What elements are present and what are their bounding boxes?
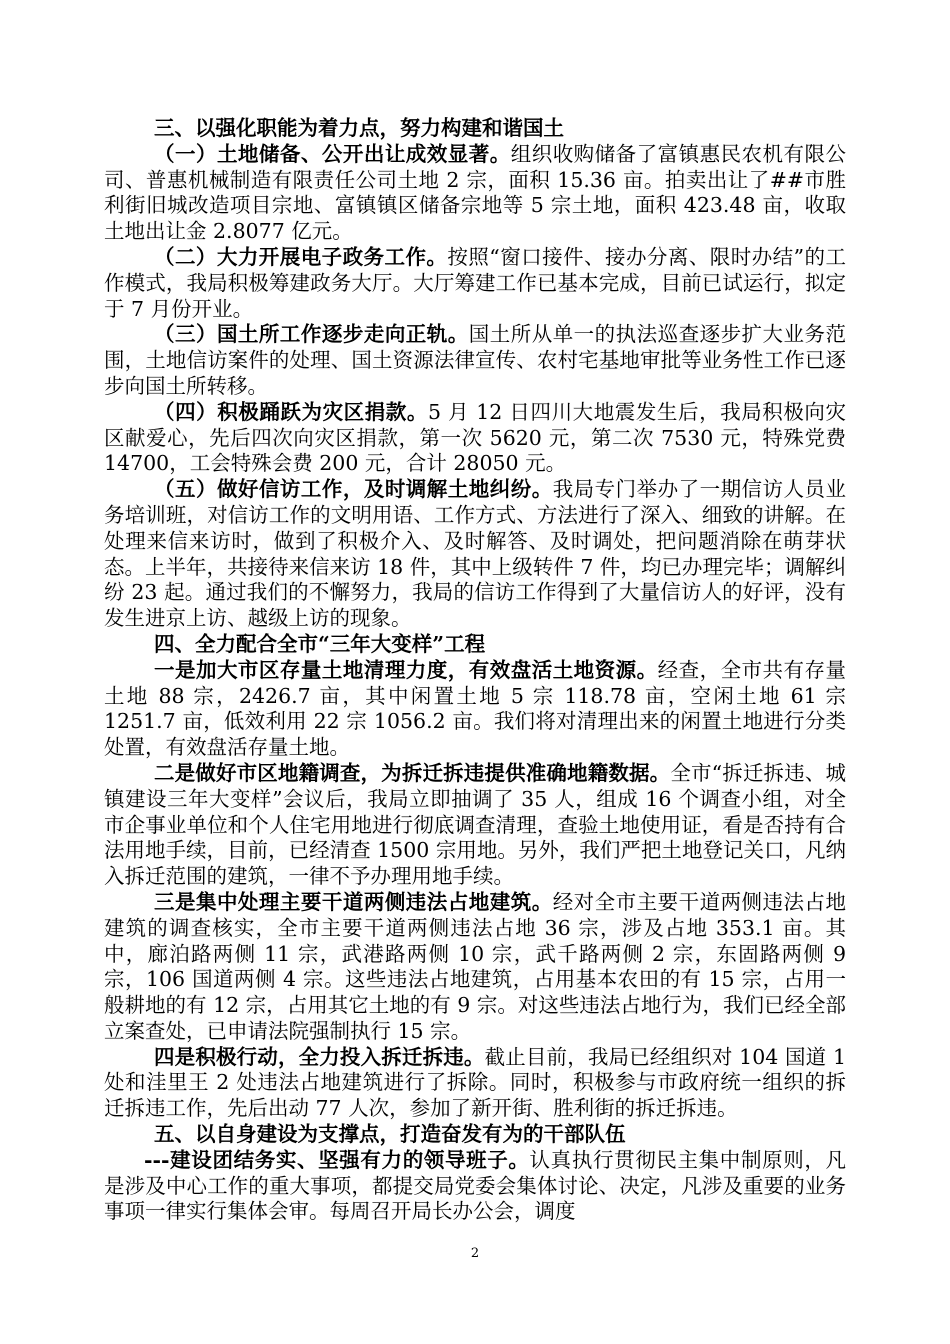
paragraph-body: 5 月 12 日四川大地震发生后，我局积极向灾区献爱心，先后四次向灾区捐款，第一次 5620 元，第二次 7530 元，特殊党费 14700，工会特殊会费 200 元，合计 28050 元。 [104, 399, 847, 476]
paragraph-lead: 四是积极行动，全力投入拆迁拆违。 [154, 1044, 485, 1069]
paragraph-body: 全市“拆迁拆违、城镇建设三年大变样”会议后，我局立即抽调了 35 人，组成 16 个调查小组，对全市企事业单位和个人住宅用地进行彻底调查清理，查验土地使用证，看是否持有合法用地手续，目前，已经清查 1500 宗用地。另外，我们严把土地登记关口，凡纳入拆迁范围的建筑，一律不予办理用地手续。 [104, 760, 847, 889]
paragraph-body: 我局专门举办了一期信访人员业务培训班，对信访工作的文明用语、工作方式、方法进行了深入、细致的讲解。在处理来信来访时，做到了积极介入、及时解答、及时调处，把问题消除在萌芽状态。上半年，共接待来信来访 18 件，其中上级转件 7 件，均已办理完毕；调解纠纷 23 起。通过我们的不懈努力，我局的信访工作得到了大量信访人的好评，没有发生进京上访、越级上访的现象。 [104, 477, 846, 631]
paragraph-4-1 [104, 658, 846, 761]
document-body [104, 116, 846, 1225]
paragraph-body: 截止目前，我局已经组织对 104 国道 1 处和洼里王 2 处违法占地建筑进行了拆除。同时，积极参与市政府统一组织的拆迁拆违工作，先后出动 77 人次，参加了新开街、胜利街的拆迁拆违。 [104, 1044, 846, 1121]
paragraph-5-1 [104, 1148, 846, 1225]
paragraph-lead: 三是集中处理主要干道两侧违法占地建筑。 [154, 889, 553, 914]
paragraph-body: 认真执行贯彻民主集中制原则，凡是涉及中心工作的重大事项，都提交局党委会集体讨论、决定，凡涉及重要的业务事项一律实行集体会审。每周召开局长办公会，调度 [104, 1147, 847, 1224]
paragraph-lead: （三）国土所工作逐步走向正轨。 [154, 322, 469, 347]
paragraph-lead: 二是做好市区地籍调查，为拆迁拆违提供准确地籍数据。 [154, 760, 671, 785]
paragraph-lead: （一）土地储备、公开出让成效显著。 [154, 141, 511, 166]
page-number: 2 [470, 1246, 480, 1261]
paragraph-3-1 [104, 142, 846, 245]
paragraph-body: 组织收购储备了富镇惠民农机有限公司、普惠机械制造有限责任公司土地 2 宗，面积 15.36 亩。拍卖出让了##市胜利街旧城改造项目宗地、富镇镇区储备宗地等 5 宗土地，面积 423.48 亩，收取土地出让金 2.8077 亿元。 [104, 141, 846, 244]
section-heading-3: 三、以强化职能为着力点，努力构建和谐国土 [154, 116, 564, 140]
paragraph-body: 经对全市主要干道两侧违法占地建筑的调查核实，全市主要干道两侧违法占地 36 宗，涉及占地 353.1 亩。其中，廊泊路两侧 11 宗，武港路两侧 10 宗，武千路两侧 2 宗，东固路两侧 9 宗，106 国道两侧 4 宗。这些违法占地建筑，占用基本农田的有 15 宗，占用一般耕地的有 12 宗，占用其它土地的有 9 宗。对这些违法占地行为，我们已经全部立案查处，已申请法院强制执行 15 宗。 [104, 889, 846, 1043]
paragraph-4-2 [104, 761, 846, 890]
paragraph-body: 国土所从单一的执法巡查逐步扩大业务范围，土地信访案件的处理、国土资源法律宣传、农村宅基地审批等业务性工作已逐步向国土所转移。 [104, 322, 846, 398]
paragraph-3-4 [104, 400, 846, 477]
paragraph-body: 按照“窗口接件、接办分离、限时办结”的工作模式，我局积极筹建政务大厅。大厅筹建工作已基本完成，目前已试运行，拟定于 7 月份开业。 [104, 244, 847, 321]
paragraph-3-5 [104, 477, 846, 632]
paragraph-3-3 [104, 322, 846, 399]
paragraph-lead: （二）大力开展电子政务工作。 [154, 244, 448, 269]
section-heading-4: 四、全力配合全市“三年大变样”工程 [154, 631, 486, 656]
paragraph-3-2 [104, 245, 846, 322]
paragraph-body: 经查，全市共有存量土地 88 宗，2426.7 亩，其中闲置土地 5 宗 118.78 亩，空闲土地 61 宗 1251.7 亩，低效利用 22 宗 1056.2 亩。我们将对清理出来的闲置土地进行分类处置，有效盘活存量土地。 [104, 657, 846, 760]
paragraph-lead: （四）积极踊跃为灾区捐款。 [154, 399, 428, 424]
paragraph-lead: ---建设团结务实、坚强有力的领导班子。 [144, 1147, 530, 1172]
paragraph-4-4 [104, 1045, 846, 1122]
section-heading-5: 五、以自身建设为支撑点，打造奋发有为的干部队伍 [154, 1122, 626, 1147]
paragraph-4-3 [104, 890, 846, 1045]
paragraph-lead: （五）做好信访工作，及时调解土地纠纷。 [154, 477, 553, 502]
paragraph-lead: 一是加大市区存量土地清理力度，有效盘活土地资源。 [154, 657, 658, 682]
